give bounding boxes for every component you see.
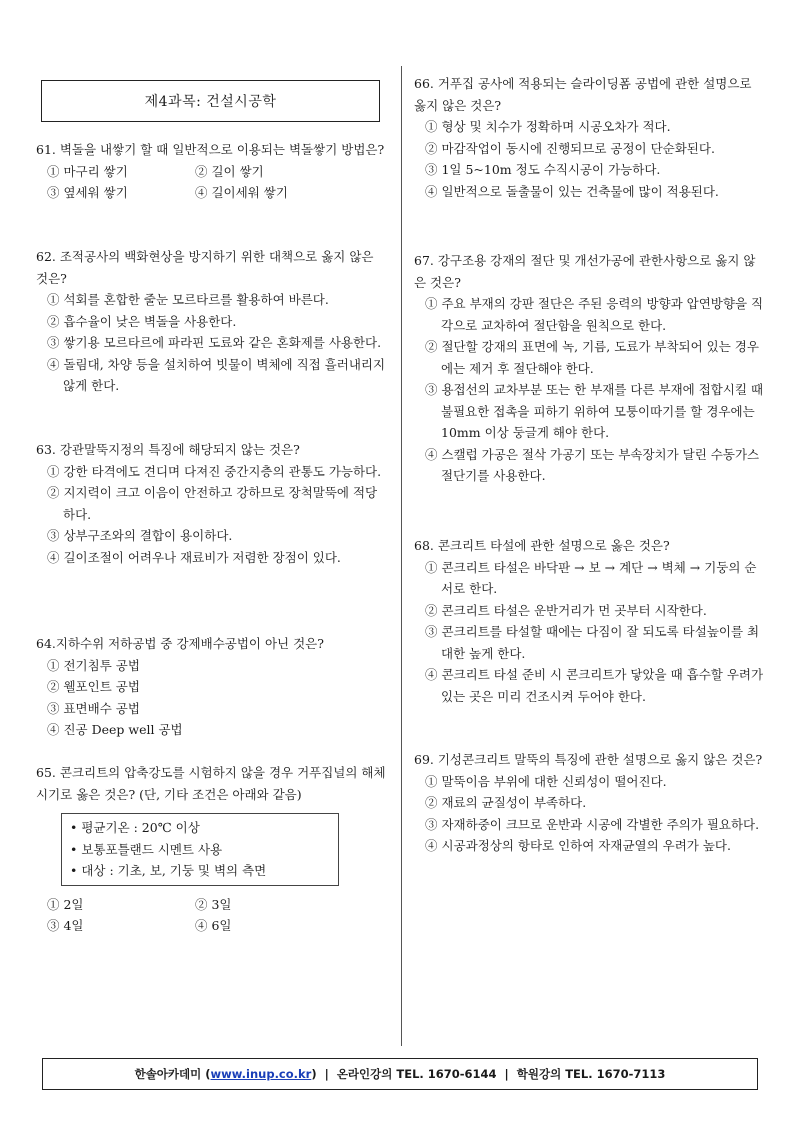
- question-68: [414, 535, 766, 707]
- question-62: [36, 246, 388, 397]
- website-link[interactable]: www.inup.co.kr: [210, 1067, 312, 1081]
- question-63: [36, 439, 388, 568]
- option-1: ① 콘크리트 타설은 바닥판 → 보 → 계단 → 벽체 → 기둥의 순서로 한다.: [425, 559, 757, 596]
- option-1: ① 2일: [47, 896, 84, 912]
- option-2: ② 지지력이 크고 이음이 안전하고 강하므로 장척말뚝에 적당하다.: [47, 485, 378, 522]
- condition-item: • 대상 : 기초, 보, 기둥 및 벽의 측면: [70, 863, 267, 878]
- question-65: [36, 762, 388, 937]
- option-2: ② 흡수율이 낮은 벽돌을 사용한다.: [47, 313, 237, 329]
- question-stem: 64.지하수위 저하공법 중 강제배수공법이 아닌 것은?: [36, 636, 324, 651]
- condition-item: • 평균기온 : 20℃ 이상: [70, 820, 200, 835]
- section-title: 제4과목: 건설시공학: [41, 80, 380, 122]
- question-stem: 66. 거푸집 공사에 적용되는 슬라이딩폼 공법에 관한 설명으로 옳지 않은 것은?: [414, 76, 752, 113]
- option-4: ④ 길이세워 쌓기: [195, 185, 288, 200]
- option-3: ③ 1일 5~10m 정도 수직시공이 가능하다.: [425, 162, 661, 177]
- question-stem: 68. 콘크리트 타설에 관한 설명으로 옳은 것은?: [414, 538, 670, 553]
- option-1: ① 형상 및 치수가 정확하며 시공오차가 적다.: [425, 119, 671, 134]
- question-64: [36, 633, 388, 741]
- option-2: ② 길이 쌓기: [195, 163, 264, 179]
- conditions-box: [61, 813, 339, 886]
- option-4: ④ 돌림대, 차양 등을 설치하여 빗물이 벽체에 직접 흘러내리지 않게 한다.: [47, 356, 386, 393]
- option-2: ② 웰포인트 공법: [47, 679, 140, 694]
- footer-prefix: 한솔아카데미 (: [134, 1067, 211, 1081]
- question-66: [414, 73, 766, 202]
- option-4: ④ 콘크리트 타설 준비 시 콘크리트가 닿았을 때 흡수할 우려가 있는 곳은 미리 건조시켜 두어야 한다.: [425, 667, 764, 704]
- option-3: ③ 콘크리트를 타설할 때에는 다짐이 잘 되도록 타설높이를 최대한 높게 한다.: [425, 624, 760, 661]
- option-3: ③ 자재하중이 크므로 운반과 시공에 각별한 주의가 필요하다.: [425, 816, 760, 832]
- option-1: ① 석회를 혼합한 줄눈 모르타르를 활용하여 바른다.: [47, 292, 329, 307]
- option-4: ④ 길이조절이 어려우나 재료비가 저렴한 장점이 있다.: [47, 549, 341, 565]
- option-4: ④ 시공과정상의 항타로 인하여 자재균열의 우려가 높다.: [425, 838, 731, 853]
- option-3: ③ 쌓기용 모르타르에 파라핀 도료와 같은 혼화제를 사용한다.: [47, 335, 382, 350]
- option-1: ① 주요 부재의 강판 절단은 주된 응력의 방향과 압연방향을 직각으로 교차하여 절단함을 원칙으로 한다.: [425, 296, 764, 333]
- question-69: [414, 749, 766, 857]
- option-2: ② 절단할 강재의 표면에 녹, 기름, 도료가 부착되어 있는 경우에는 제거 후 절단해야 한다.: [425, 339, 759, 376]
- option-1: ① 말뚝이음 부위에 대한 신뢰성이 떨어진다.: [425, 773, 667, 789]
- question-61: [36, 139, 388, 204]
- option-4: ④ 6일: [195, 918, 232, 933]
- question-stem: 65. 콘크리트의 압축강도를 시험하지 않을 경우 거푸집널의 해체시기로 옳은 것은? (단, 기타 조건은 아래와 같음): [36, 765, 386, 802]
- option-1: ① 마구리 쌓기: [47, 163, 128, 179]
- condition-item: • 보통포틀랜드 시멘트 사용: [70, 841, 223, 857]
- question-stem: 61. 벽돌을 내쌓기 할 때 일반적으로 이용되는 벽돌쌓기 방법은?: [36, 142, 385, 157]
- option-3: ③ 용접선의 교차부분 또는 한 부재를 다른 부재에 접합시킬 때 불필요한 접촉을 피하기 위하여 모퉁이따기를 할 경우에는 10mm 이상 둥글게 해야 한다.: [425, 382, 764, 440]
- option-3: ③ 상부구조와의 결합이 용이하다.: [47, 528, 233, 543]
- option-2: ② 재료의 균질성이 부족하다.: [425, 795, 587, 810]
- question-stem: 69. 기성콘크리트 말뚝의 특징에 관한 설명으로 옳지 않은 것은?: [414, 752, 763, 767]
- footer-bar: [42, 1058, 758, 1090]
- question-67: [414, 250, 766, 487]
- question-stem: 62. 조적공사의 백화현상을 방지하기 위한 대책으로 옳지 않은 것은?: [36, 249, 374, 286]
- option-3: ③ 4일: [47, 918, 84, 933]
- column-divider: [401, 66, 402, 1046]
- option-2: ② 콘크리트 타설은 운반거리가 먼 곳부터 시작한다.: [425, 602, 707, 618]
- option-2: ② 3일: [195, 896, 232, 912]
- option-3: ③ 표면배수 공법: [47, 700, 140, 716]
- option-2: ② 마감작업이 동시에 진행되므로 공정이 단순화된다.: [425, 140, 715, 156]
- option-1: ① 전기침투 공법: [47, 657, 140, 673]
- option-4: ④ 스캘럽 가공은 절삭 가공기 또는 부속장치가 달린 수동가스 절단기를 사용한다.: [425, 446, 760, 483]
- question-stem: 63. 강관말뚝지정의 특징에 해당되지 않는 것은?: [36, 442, 300, 457]
- option-4: ④ 일반적으로 돌출물이 있는 건축물에 많이 적용된다.: [425, 183, 719, 199]
- option-3: ③ 옆세워 쌓기: [47, 185, 128, 200]
- footer-suffix: ) | 온라인강의 TEL. 1670-6144 | 학원강의 TEL. 1670-7113: [311, 1067, 666, 1081]
- option-1: ① 강한 타격에도 견디며 다져진 중간지층의 관통도 가능하다.: [47, 463, 382, 479]
- question-stem: 67. 강구조용 강재의 절단 및 개선가공에 관한사항으로 옳지 않은 것은?: [414, 253, 756, 290]
- option-4: ④ 진공 Deep well 공법: [47, 722, 183, 737]
